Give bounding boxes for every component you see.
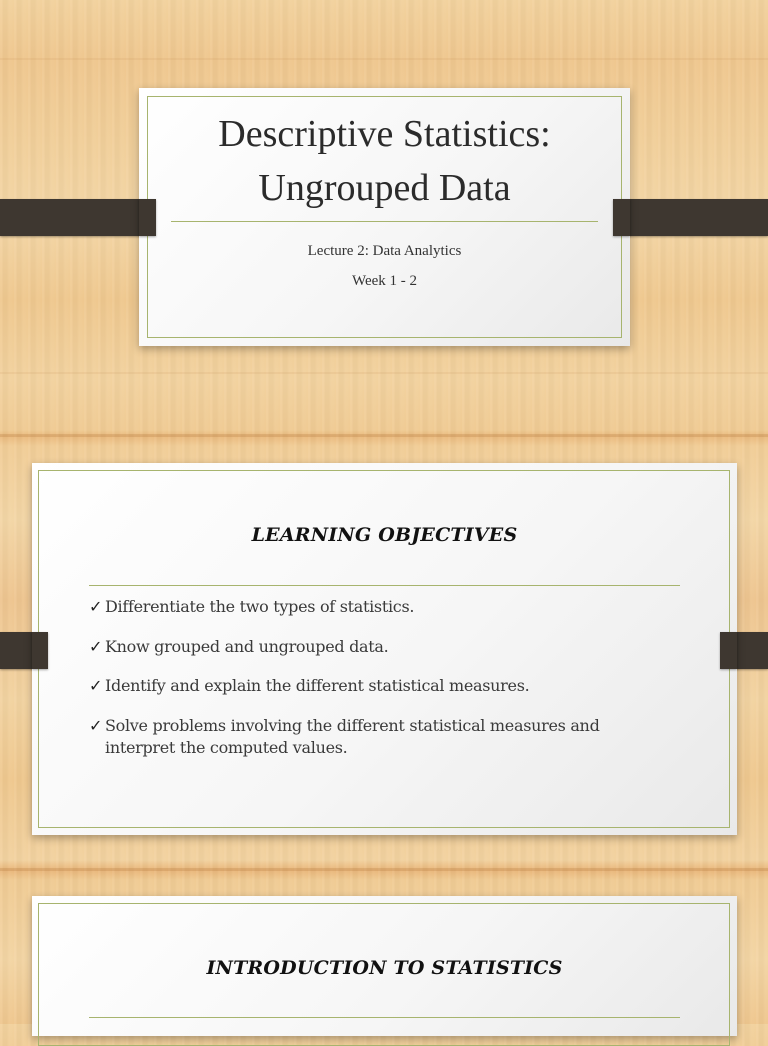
objective-text: Know grouped and ungrouped data. xyxy=(105,636,389,656)
objective-text: Identify and explain the different statistical measures. xyxy=(105,676,530,695)
checkmark-icon: ✓ xyxy=(89,636,103,656)
tape-left xyxy=(0,199,156,236)
wood-grain xyxy=(0,434,768,437)
introduction-slide xyxy=(32,896,737,1036)
slide-title-line-1: Descriptive Statistics: xyxy=(218,113,551,155)
list-item xyxy=(89,636,669,658)
objectives-heading: LEARNING OBJECTIVES xyxy=(251,524,518,546)
tape-right-overlap xyxy=(720,632,737,669)
tape-right xyxy=(613,199,768,236)
list-item xyxy=(89,596,669,618)
slide-subtitle-lecture: Lecture 2: Data Analytics xyxy=(307,243,462,259)
wood-grain xyxy=(0,372,768,374)
list-item xyxy=(89,675,669,697)
objective-text: Solve problems involving the different statistical measures and interpret the computed values. xyxy=(105,715,600,757)
wood-grain xyxy=(0,868,768,871)
title-divider xyxy=(171,221,598,222)
slide-title-line-2: Ungrouped Data xyxy=(258,167,511,209)
tape-left-overlap xyxy=(139,199,156,236)
objective-text: Differentiate the two types of statistics. xyxy=(105,597,415,616)
checkmark-icon: ✓ xyxy=(89,676,103,695)
learning-objectives-slide xyxy=(32,463,737,835)
checkmark-icon: ✓ xyxy=(89,597,103,616)
tape-left-overlap xyxy=(32,632,48,669)
title-slide xyxy=(139,88,630,346)
checkmark-icon: ✓ xyxy=(89,715,103,735)
wood-grain xyxy=(0,58,768,60)
objectives-list xyxy=(89,596,669,776)
intro-divider xyxy=(89,1017,680,1018)
list-item xyxy=(89,715,669,759)
tape-right-overlap xyxy=(613,199,630,236)
intro-heading: INTRODUCTION TO STATISTICS xyxy=(206,957,563,979)
slide-subtitle-week: Week 1 - 2 xyxy=(351,273,418,289)
objectives-divider xyxy=(89,585,680,586)
